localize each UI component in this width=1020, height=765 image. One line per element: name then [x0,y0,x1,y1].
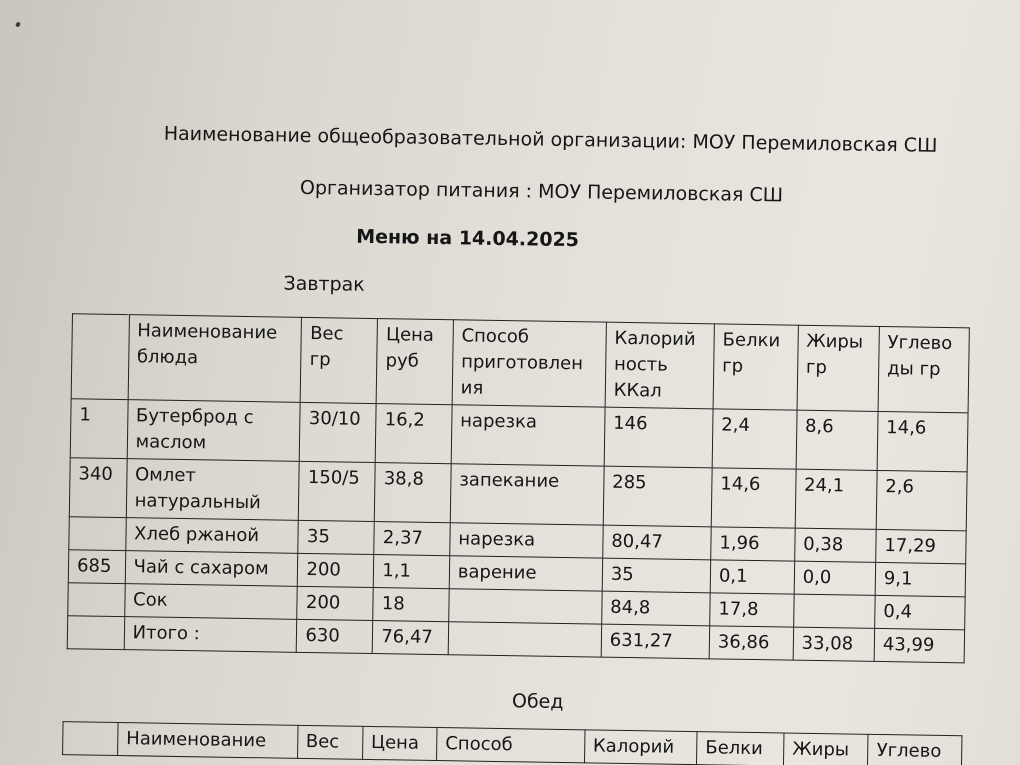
table-header-row [71,314,969,413]
table-cell: 1,96 [711,527,795,561]
table-cell: 2,37 [374,522,450,556]
menu-date-title: Меню на 14.04.2025 [356,225,580,252]
table-cell: 38,8 [375,463,451,523]
table-cell: Бутерброд с маслом [127,400,301,462]
table-cell [449,589,602,624]
table-cell: нарезка [450,523,603,558]
total-calories: 631,27 [601,624,710,659]
header-cell [63,722,118,756]
table-cell: 80,47 [603,525,712,560]
header-cell: Цена [362,726,437,760]
table-cell [67,616,124,650]
total-proteins: 36,86 [709,626,793,660]
table-cell [448,622,601,657]
header-cell: Жиры [784,733,869,765]
table-cell: 9,1 [875,562,966,596]
table-cell: запекание [450,464,604,525]
total-carbs: 43,99 [874,628,965,662]
header-cell: Углево ды гр [878,326,969,412]
header-cell: Наименование [117,723,297,759]
table-cell: Хлеб ржаной [125,518,298,554]
table-cell: 18 [373,588,449,622]
table-cell: Омлет натуральный [126,459,300,521]
breakfast-menu-table [67,313,970,663]
table-cell: 35 [298,520,374,554]
table-cell: 84,8 [602,591,711,626]
table-cell: 0,38 [794,528,876,562]
table-cell [68,583,125,617]
table-cell [69,517,126,551]
table-cell: 16,2 [376,404,452,464]
table-cell [793,594,875,628]
table-cell: 340 [69,458,127,518]
header-cell: Белки [697,732,785,765]
table-cell: 17,29 [876,529,967,563]
total-price: 76,47 [373,621,449,655]
total-fats: 33,08 [793,627,875,661]
table-cell: 8,6 [796,410,878,470]
header-cell: Вес [297,725,363,759]
total-weight: 630 [297,619,373,653]
table-cell: Сок [124,584,297,620]
table-cell: 2,4 [712,409,797,469]
table-cell: 0,1 [710,560,794,594]
table-cell: 14,6 [877,411,968,471]
table-cell: 35 [602,558,711,593]
organization-heading: Наименование общеобразовательной организации: МОУ Перемиловская СШ [163,122,938,157]
table-cell: 17,8 [710,593,794,627]
table-cell: 0,4 [875,595,966,629]
lunch-section-title: Обед [511,690,564,714]
header-cell: Вес гр [301,317,378,403]
header-cell: Белки гр [713,324,798,410]
header-cell: Наименование блюда [128,315,302,403]
total-label: Итого : [124,617,297,653]
header-cell: Цена руб [376,319,453,405]
organizer-heading: Организатор питания : МОУ Перемиловская СШ [299,176,784,207]
header-cell: Способ приготовлен ия [452,320,606,407]
table-cell: Чай с сахаром [125,551,298,587]
table-cell: нарезка [451,405,605,466]
header-cell [71,314,129,400]
table-cell: 1 [70,399,128,459]
table-cell: 200 [297,586,373,620]
header-cell: Жиры гр [797,325,880,411]
table-cell: 24,1 [795,469,877,529]
table-cell: 2,6 [876,470,967,530]
table-cell: 1,1 [374,555,450,589]
table-cell: 14,6 [711,468,796,528]
table-cell: 285 [603,466,712,527]
table-cell: варение [449,556,602,591]
table-cell: 685 [68,550,125,584]
table-cell: 0,0 [794,561,876,595]
lunch-menu-table [62,721,962,765]
header-cell: Углево [868,734,962,765]
table-cell: 146 [604,407,713,468]
header-cell: Калорий [584,730,697,765]
breakfast-section-title: Завтрак [283,272,365,296]
header-cell: Способ [437,728,585,763]
table-cell: 200 [298,553,374,587]
table-header-row [63,722,962,765]
table-cell: 30/10 [300,402,377,462]
header-cell: Калорий ность ККал [605,322,714,409]
table-cell: 150/5 [299,461,376,521]
